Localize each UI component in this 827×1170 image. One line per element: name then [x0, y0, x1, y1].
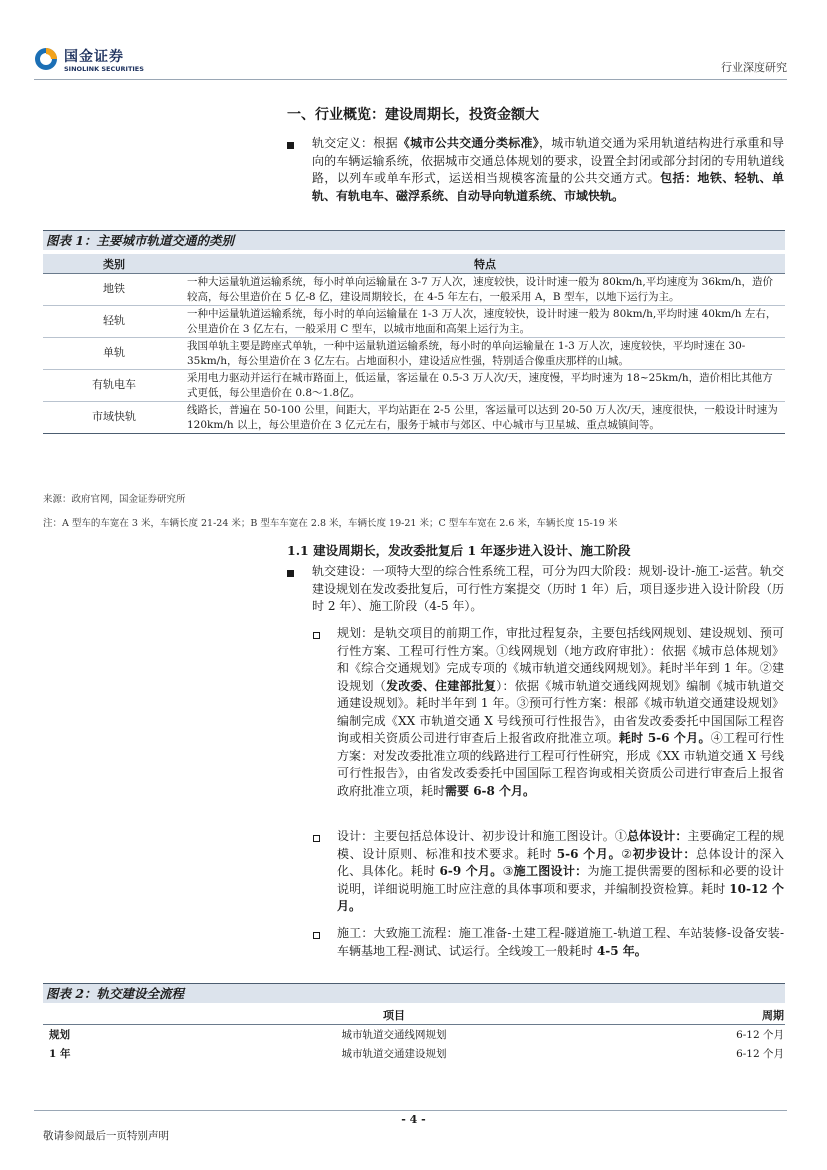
row-category: 地铁	[43, 274, 185, 306]
figure2-title: 图表 2：轨交建设全流程	[43, 983, 785, 1003]
design-text-4: 总体设计的深入化、具体化。耗时	[337, 846, 784, 878]
table-row	[43, 402, 785, 434]
definition-standard: 《城市公共交通分类标准》	[397, 136, 539, 150]
design-paragraph	[337, 828, 784, 916]
design-bold-3: 初步设计：	[632, 846, 696, 861]
construction-stage-paragraph	[337, 925, 784, 960]
definition-body: ，城市轨道交通为采用轨道结构进行承重和导向的车辆运输系统，依据城市交通总体规划的要求，设置全封闭或部分封闭的专用轨道线路，以列车或单车形式，运送相当规模客流量的公共交通方式。	[312, 136, 784, 185]
header-item: 项目	[165, 1005, 623, 1025]
construct-text-1: 施工：大致施工流程：施工准备-土建工程-隧道施工-轨道工程、车站装修-设备安装-车辆基地工程-测试、试运行。全线竣工一般耗时	[337, 926, 784, 958]
sub-bullet-icon	[313, 835, 320, 842]
header-blank	[43, 1005, 165, 1025]
row-description: 线路长，普遍在 50-100 公里，间距大，平均站距在 2-5 公里，客运量可以达到 20-50 万人次/天，速度很快，一般设计时速为 120km/h 以上，每公里造价在 3 亿元左右，服务于城市与郊区、中心城市与卫星城、重点城镇间等。	[185, 402, 785, 434]
planning-bold-1: 发改委、住建部批复	[386, 678, 497, 693]
planning-paragraph	[337, 625, 784, 800]
row-period: 6-12 个月	[736, 1048, 784, 1060]
figure1-title: 图表 1：主要城市轨道交通的类别	[43, 230, 785, 250]
row-category: 有轨电车	[43, 370, 185, 402]
logo-text-en: SINOLINK SECURITIES	[64, 65, 144, 73]
subsection-title: 1.1 建设周期长，发改委批复后 1 年逐步进入设计、施工阶段	[287, 543, 631, 558]
row-item: 城市轨道交通线网规划	[341, 1029, 447, 1041]
bullet-icon	[287, 570, 294, 577]
page-number: - 4 -	[401, 1113, 426, 1126]
table-header-row	[43, 254, 785, 274]
table-row	[43, 274, 785, 306]
sub-bullet-icon	[313, 932, 320, 939]
row-description: 采用电力驱动并运行在城市路面上，低运量，客运量在 0.5-3 万人次/天，速度慢，平均时速为 18~25km/h，造价相比其他方式更低，每公里造价在 0.8～1.8亿。	[185, 370, 785, 402]
planning-bold-2: 耗时 5-6 个月。	[618, 731, 711, 745]
design-bold-4: 6-9 个月。	[439, 864, 503, 878]
logo-emblem-icon	[34, 47, 58, 71]
table-row	[43, 1025, 785, 1045]
group-label: 规划	[49, 1029, 70, 1041]
table-row	[43, 338, 785, 370]
design-text-5: ③	[502, 864, 514, 878]
definition-paragraph	[312, 135, 784, 205]
construction-paragraph: 轨交建设：一项特大型的综合性系统工程，可分为四大阶段：规划-设计-施工-运营。轨交建设规划在发改委批复后，可行性方案提交（历时 1 年）后，项目逐步进入设计阶段（历时 2 年）、施工阶段（4-5 年）。	[312, 564, 784, 613]
table-row	[43, 370, 785, 402]
table-row	[43, 1044, 785, 1063]
disclaimer-note: 敬请参阅最后一页特别声明	[43, 1130, 169, 1142]
figure2-table	[43, 1005, 785, 1063]
row-description: 一种大运量轨道运输系统，每小时单向运输量在 3-7 万人次，速度较快，设计时速一般为 80km/h,平均速度为 36km/h，造价较高，每公里造价在 5 亿-8 亿，建设周期较长，在 4-5 年左右，一般采用 A，B 型车，以地下运行为主。	[185, 274, 785, 306]
header-category: 类别	[43, 254, 185, 274]
sub-bullet-icon	[313, 632, 320, 639]
header-divider	[34, 79, 787, 80]
header-feature: 特点	[185, 254, 785, 274]
planning-text-3: ④工程可行性方案：对发改委批准立项的线路进行工程可行性研究，形成《XX 市轨道交通 X 号线可行性报告》，由省发改委委托中国国际工程咨询或相关资质公司进行审查后上报省政府批准立项，耗时	[337, 731, 784, 798]
row-period: 6-12 个月	[736, 1029, 784, 1041]
logo-text-cn: 国金证券	[64, 49, 124, 65]
design-text-2: 主要确定工程的规模、设计原则、标准和技术要求。耗时	[337, 829, 784, 861]
group-sublabel: 1 年	[49, 1048, 71, 1060]
design-text-6: 为施工提供需要的图标和必要的设计说明，详细说明施工时应注意的具体事项和要求，并编制投资检算。耗时	[337, 864, 784, 896]
figure1-table	[43, 254, 785, 434]
definition-lead: 轨交定义：根据	[312, 136, 398, 150]
header-period: 周期	[623, 1005, 785, 1025]
row-description: 一种中运量轨道运输系统，每小时的单向运输量在 1-3 万人次，速度较快，设计时速一般为 80km/h,平均时速 40km/h 左右，公里造价在 3 亿左右，一般采用 C 型车，以城市地面和高架上运行为主。	[185, 306, 785, 338]
section-title: 一、行业概览：建设周期长，投资金额大	[287, 107, 539, 123]
planning-text-2: ）：依据《城市轨道交通线网规划》编制《城市轨道交通建设规划》。耗时半年到 1 年。③预可行性方案：根部《城市轨道交通建设规划》编制完成《XX 市轨道交通 X 号线预可行性报告》，由省发改委委托中国国际工程咨询或相关资质公司进行审查后上报省政府批准立项。	[337, 678, 784, 745]
construct-bold-1: 4-5 年。	[596, 943, 647, 958]
row-item: 城市轨道交通建设规划	[341, 1048, 447, 1060]
company-logo	[34, 44, 164, 78]
row-category: 单轨	[43, 338, 185, 370]
row-description: 我国单轨主要是跨座式单轨，一种中运量轨道运输系统，每小时的单向运输量在 1-3 万人次，速度较快，平均时速在 30-35km/h，每公里造价在 3 亿左右。占地面积小，建设适应性强，特别适合像重庆那样的山城。	[185, 338, 785, 370]
row-category: 市域快轨	[43, 402, 185, 434]
definition-includes: 包括：地铁、轻轨、单轨、有轨电车、磁浮系统、自动导向轨道系统、市域快轨。	[312, 171, 784, 203]
doc-type-label: 行业深度研究	[721, 61, 787, 74]
planning-text-1: 规划：是轨交项目的前期工作，审批过程复杂，主要包括线网规划、建设规划、预可行性方案、工程可行性方案。①线网规划（地方政府审批）：依据《城市总体规划》和《综合交通规划》完成专项的《城市轨道交通线网规划》。耗时半年到 1 年。②建设规划（	[337, 626, 784, 693]
design-text-3: ②	[621, 846, 633, 861]
figure1-source: 来源：政府官网，国金证券研究所	[43, 494, 186, 505]
design-bold-2: 5-6 个月。	[556, 846, 622, 861]
figure1-note: 注：A 型车的车宽在 3 米，车辆长度 21-24 米；B 型车车宽在 2.8 米，车辆长度 19-21 米；C 型车车宽在 2.6 米，车辆长度 15-19 米	[43, 518, 618, 529]
design-bold-6: 10-12 个月。	[337, 881, 784, 913]
row-category: 轻轨	[43, 306, 185, 338]
table-row	[43, 306, 785, 338]
design-bold-1: 总体设计：	[626, 829, 688, 843]
bullet-icon	[287, 142, 294, 149]
design-bold-5: 施工图设计：	[513, 864, 588, 878]
footer-divider	[34, 1110, 787, 1111]
table-header-row	[43, 1005, 785, 1025]
design-text-1: 设计：主要包括总体设计、初步设计和施工图设计。①	[337, 829, 627, 843]
planning-bold-3: 需要 6-8 个月。	[445, 783, 536, 798]
